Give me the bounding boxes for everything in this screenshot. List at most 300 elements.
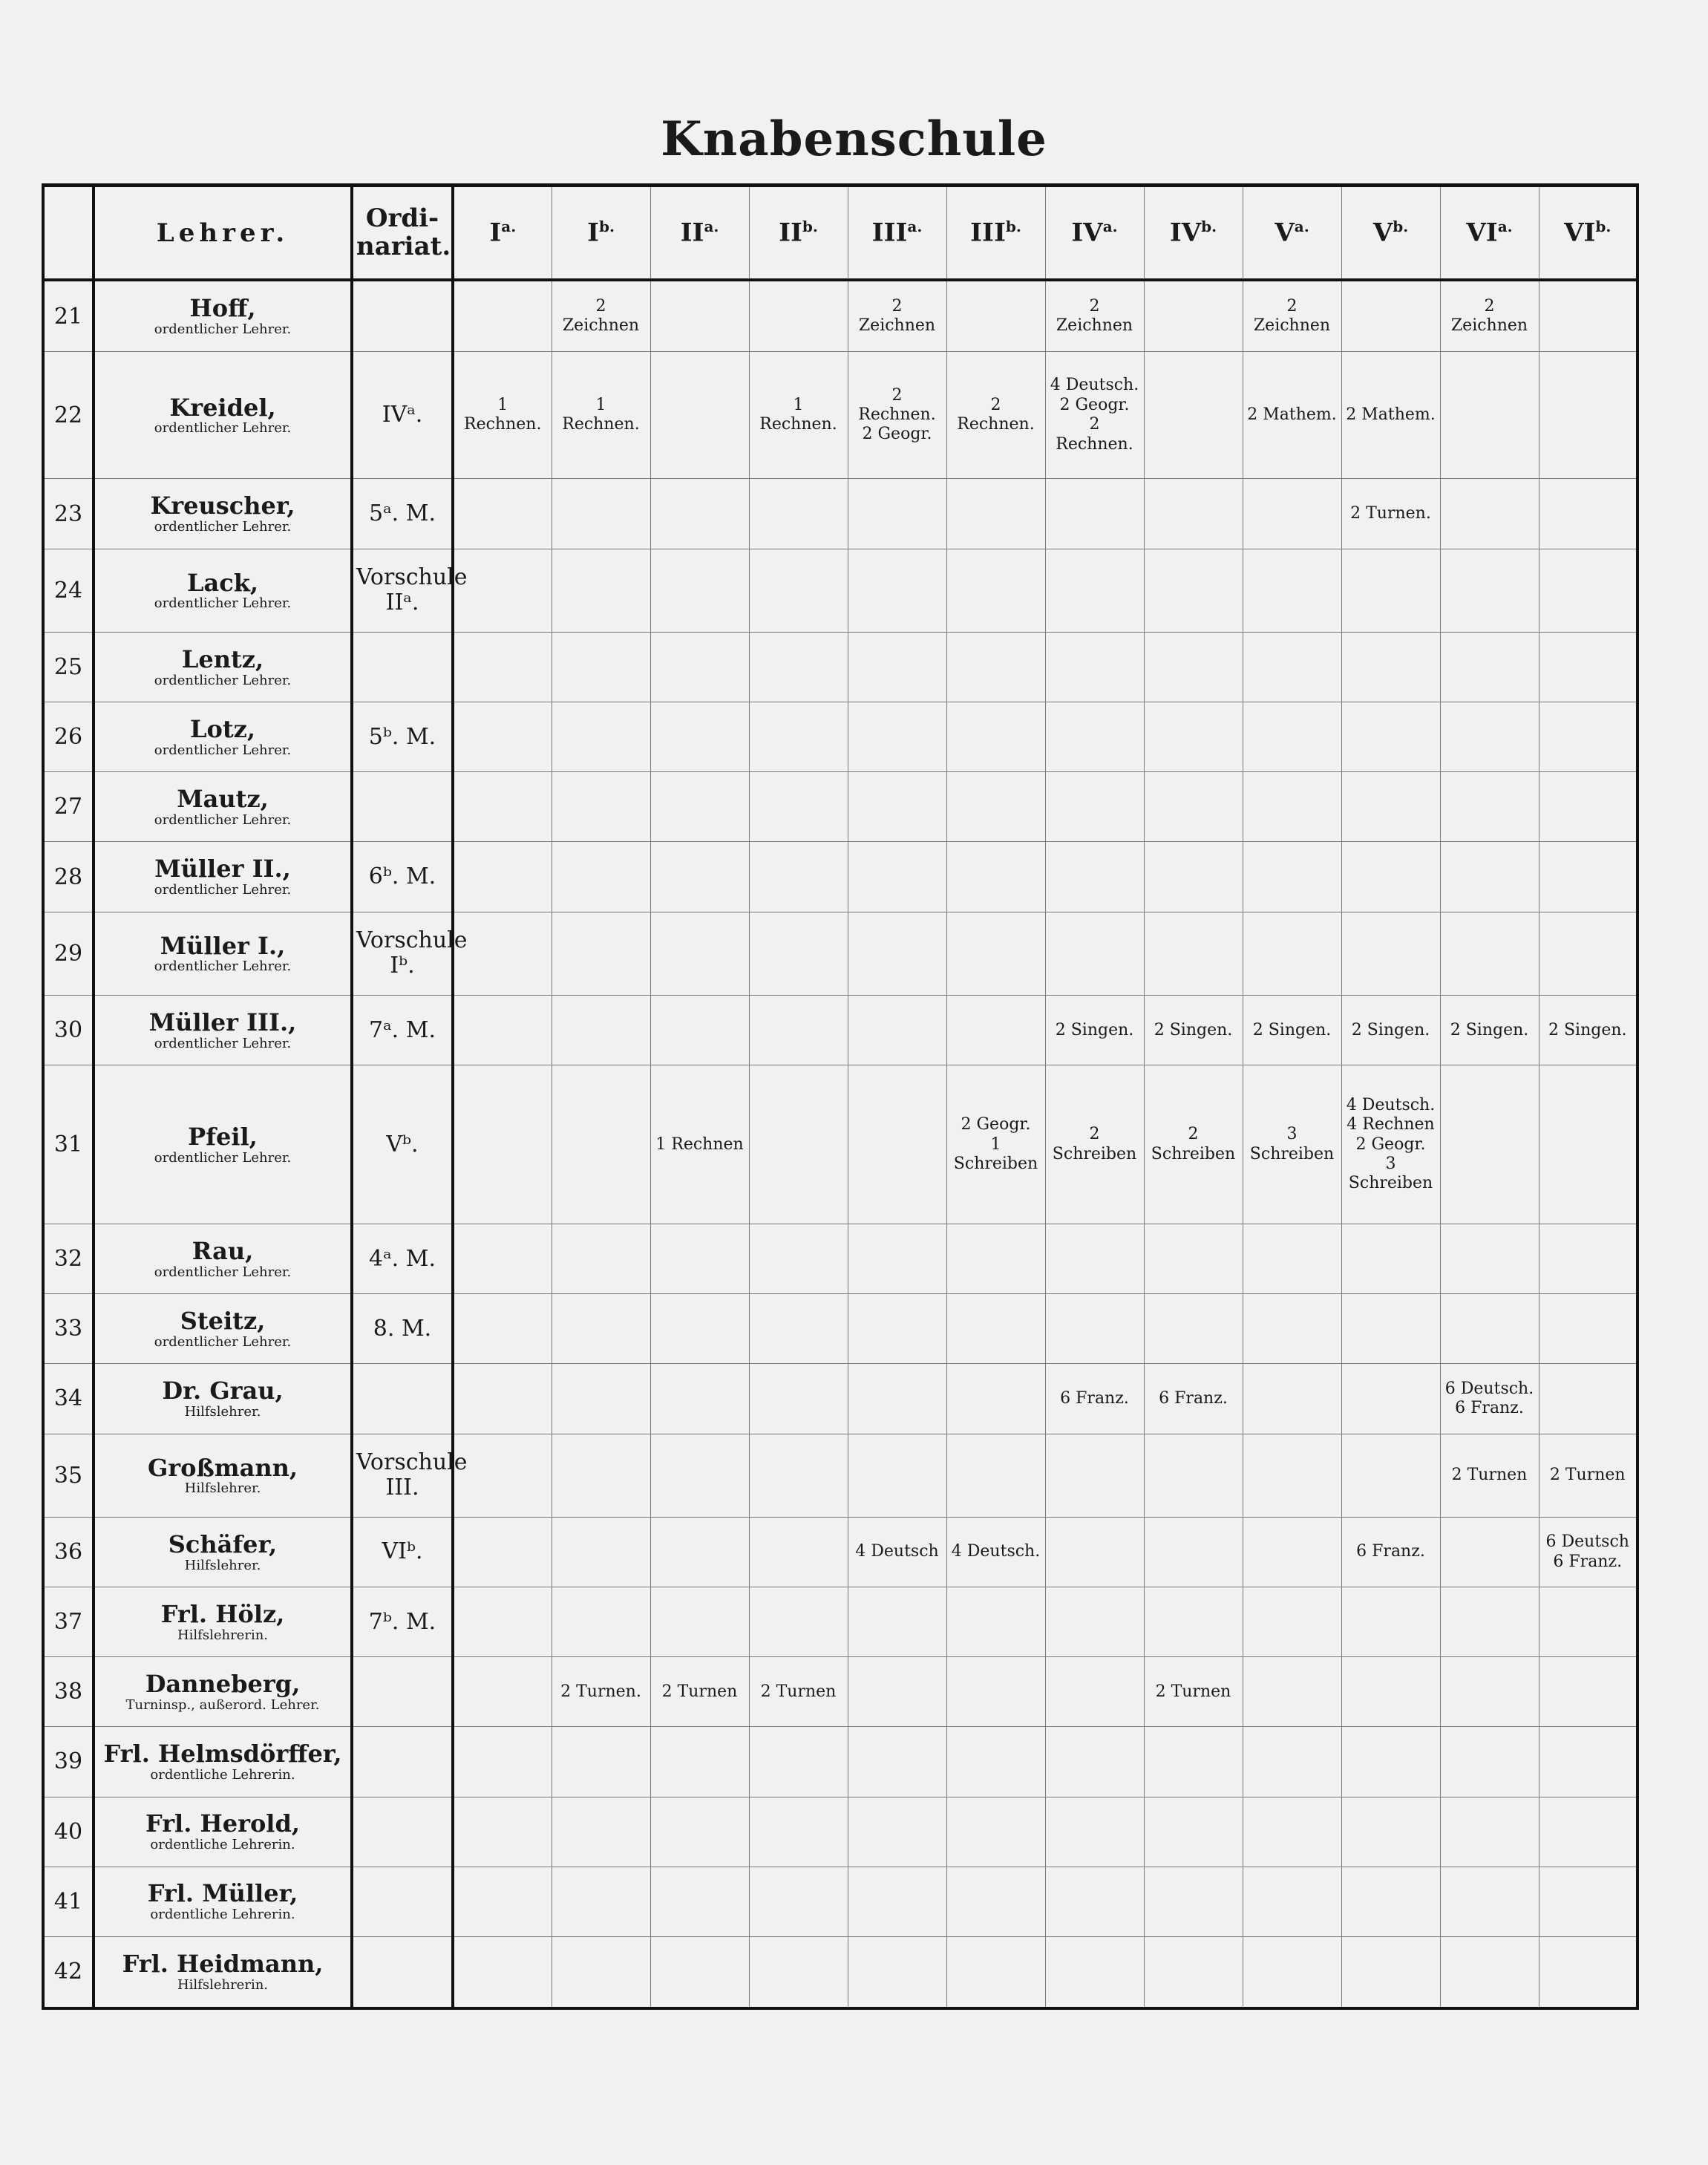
table-row <box>43 1518 1637 1587</box>
row-number: 30 <box>43 996 94 1065</box>
lesson-cell <box>848 912 946 996</box>
header-teacher: Lehrer. <box>94 186 352 281</box>
lesson-cell <box>650 1518 749 1587</box>
teacher-cell <box>94 1797 352 1867</box>
lesson-cell <box>1440 1727 1539 1797</box>
ordinariat-cell: Vᵇ. <box>352 1065 453 1224</box>
lesson-cell <box>946 1867 1045 1936</box>
lesson-cell <box>1243 1657 1341 1727</box>
header-class-sub: b. <box>598 218 615 236</box>
header-class-1 <box>552 186 650 281</box>
lesson-cell <box>946 1797 1045 1867</box>
lesson-cell <box>946 479 1045 549</box>
lesson-cell <box>1144 1294 1243 1364</box>
header-number <box>43 186 94 281</box>
ordinariat-cell <box>352 1657 453 1727</box>
lesson-cell: 4 Deutsch <box>848 1518 946 1587</box>
table-row <box>43 1936 1637 2008</box>
lesson-cell <box>1144 1434 1243 1518</box>
lesson-cell <box>1539 1587 1637 1657</box>
lesson-cell <box>1539 842 1637 912</box>
lesson-cell: 2 Zeichnen <box>1243 280 1341 352</box>
ordinariat-cell: 5ᵃ. M. <box>352 479 453 549</box>
lesson-cell <box>1243 1727 1341 1797</box>
lesson-cell <box>1539 1727 1637 1797</box>
teacher-name: Müller II., <box>154 855 291 884</box>
teacher-role: ordentlicher Lehrer. <box>154 882 292 898</box>
teacher-name: Lack, <box>186 568 259 597</box>
teacher-role: ordentlicher Lehrer. <box>154 1333 292 1350</box>
ordinariat-cell: Vorschule III. <box>352 1434 453 1518</box>
teacher-cell <box>94 1224 352 1294</box>
lesson-cell <box>453 1936 552 2008</box>
lesson-cell <box>453 912 552 996</box>
table-row <box>43 1434 1637 1518</box>
lesson-cell <box>1144 1518 1243 1587</box>
lesson-cell <box>848 479 946 549</box>
lesson-cell <box>848 549 946 633</box>
lesson-cell <box>650 549 749 633</box>
lesson-cell <box>1144 842 1243 912</box>
lesson-cell: 1 Rechnen. <box>552 352 650 479</box>
teacher-name: Pfeil, <box>188 1123 258 1152</box>
lesson-cell <box>1341 1797 1440 1867</box>
header-class-5 <box>946 186 1045 281</box>
lesson-cell: 2 Turnen. <box>552 1657 650 1727</box>
lesson-cell <box>552 549 650 633</box>
lesson-cell <box>650 1936 749 2008</box>
teacher-name: Frl. Müller, <box>147 1879 298 1908</box>
teacher-role: Hilfslehrer. <box>184 1480 261 1497</box>
header-class-main: III <box>871 218 908 248</box>
teacher-role: ordentlicher Lehrer. <box>154 1264 292 1280</box>
lesson-cell <box>848 1587 946 1657</box>
lesson-cell <box>848 1224 946 1294</box>
lesson-cell <box>453 549 552 633</box>
table-row <box>43 1797 1637 1867</box>
lesson-cell <box>749 633 848 702</box>
row-number: 25 <box>43 633 94 702</box>
lesson-cell <box>1045 772 1144 842</box>
row-number: 33 <box>43 1294 94 1364</box>
ordinariat-cell: 8. M. <box>352 1294 453 1364</box>
lesson-cell <box>1341 1587 1440 1657</box>
header-class-7 <box>1144 186 1243 281</box>
lesson-cell <box>552 1065 650 1224</box>
lesson-cell <box>1243 912 1341 996</box>
header-row <box>43 186 1637 281</box>
row-number: 23 <box>43 479 94 549</box>
lesson-cell <box>1440 1657 1539 1727</box>
lesson-cell <box>650 1434 749 1518</box>
teacher-role: ordentliche Lehrerin. <box>150 1837 295 1853</box>
lesson-cell <box>1341 1364 1440 1434</box>
lesson-cell <box>848 1936 946 2008</box>
lesson-cell <box>1440 842 1539 912</box>
teacher-role: ordentlicher Lehrer. <box>154 959 292 975</box>
lesson-cell <box>1045 549 1144 633</box>
lesson-cell <box>1539 1797 1637 1867</box>
header-class-main: VI <box>1466 218 1498 248</box>
teacher-cell <box>94 352 352 479</box>
lesson-cell <box>1144 479 1243 549</box>
teacher-name: Frl. Heidmann, <box>122 1950 324 1979</box>
lesson-cell <box>1144 1224 1243 1294</box>
lesson-cell <box>749 280 848 352</box>
teacher-role: ordentlicher Lehrer. <box>154 1149 292 1166</box>
table-row <box>43 1065 1637 1224</box>
teacher-cell <box>94 702 352 772</box>
lesson-cell <box>453 1587 552 1657</box>
ordinariat-cell: Vorschule IIᵃ. <box>352 549 453 633</box>
lesson-cell: 2 Singen. <box>1341 996 1440 1065</box>
lesson-cell <box>946 1727 1045 1797</box>
header-class-4 <box>848 186 946 281</box>
lesson-cell <box>552 912 650 996</box>
table-row <box>43 996 1637 1065</box>
lesson-cell: 4 Deutsch. 2 Geogr. 2 Rechnen. <box>1045 352 1144 479</box>
ordinariat-cell <box>352 1797 453 1867</box>
lesson-cell <box>749 1364 848 1434</box>
row-number: 36 <box>43 1518 94 1587</box>
lesson-cell <box>650 1364 749 1434</box>
lesson-cell <box>1539 1065 1637 1224</box>
lesson-cell <box>946 842 1045 912</box>
row-number: 24 <box>43 549 94 633</box>
lesson-cell <box>946 912 1045 996</box>
header-class-sub: a. <box>1294 218 1309 236</box>
lesson-cell <box>1341 842 1440 912</box>
lesson-cell <box>848 633 946 702</box>
lesson-cell <box>650 352 749 479</box>
lesson-cell <box>552 1867 650 1936</box>
lesson-cell <box>552 996 650 1065</box>
teacher-cell <box>94 1727 352 1797</box>
row-number: 31 <box>43 1065 94 1224</box>
lesson-cell <box>1539 280 1637 352</box>
lesson-cell: 2 Turnen <box>1144 1657 1243 1727</box>
lesson-cell <box>650 633 749 702</box>
header-class-3 <box>749 186 848 281</box>
lesson-cell <box>1539 772 1637 842</box>
header-class-sub: a. <box>1497 218 1513 236</box>
teacher-cell <box>94 1518 352 1587</box>
lesson-cell <box>1341 1294 1440 1364</box>
lesson-cell: 2 Turnen <box>1539 1434 1637 1518</box>
teacher-name: Hoff, <box>189 294 256 323</box>
teacher-cell <box>94 842 352 912</box>
lesson-cell <box>1045 1587 1144 1657</box>
lesson-cell <box>650 1797 749 1867</box>
lesson-cell: 2 Schreiben <box>1144 1065 1243 1224</box>
lesson-cell <box>453 280 552 352</box>
lesson-cell <box>749 1587 848 1657</box>
lesson-cell: 2 Singen. <box>1243 996 1341 1065</box>
lesson-cell <box>1243 549 1341 633</box>
lesson-cell <box>946 1657 1045 1727</box>
table-row <box>43 479 1637 549</box>
lesson-cell <box>1243 1587 1341 1657</box>
teacher-cell <box>94 479 352 549</box>
lesson-cell <box>1144 352 1243 479</box>
lesson-cell <box>1341 633 1440 702</box>
lesson-cell <box>1045 702 1144 772</box>
lesson-cell <box>1045 1727 1144 1797</box>
lesson-cell: 4 Deutsch. <box>946 1518 1045 1587</box>
lesson-cell <box>749 1518 848 1587</box>
lesson-cell: 1 Rechnen. <box>453 352 552 479</box>
row-number: 32 <box>43 1224 94 1294</box>
lesson-cell <box>749 1797 848 1867</box>
lesson-cell <box>1243 1364 1341 1434</box>
lesson-cell <box>1539 702 1637 772</box>
ordinariat-cell: 5ᵇ. M. <box>352 702 453 772</box>
lesson-cell <box>1341 772 1440 842</box>
lesson-cell: 2 Turnen <box>1440 1434 1539 1518</box>
lesson-cell <box>1045 1797 1144 1867</box>
header-class-main: V <box>1372 218 1393 248</box>
lesson-cell: 2 Zeichnen <box>1045 280 1144 352</box>
lesson-cell <box>749 1294 848 1364</box>
row-number: 28 <box>43 842 94 912</box>
lesson-cell <box>650 1867 749 1936</box>
lesson-cell: 2 Mathem. <box>1243 352 1341 479</box>
ordinariat-cell: 6ᵇ. M. <box>352 842 453 912</box>
teacher-name: Kreuscher, <box>150 492 295 520</box>
lesson-cell <box>946 1434 1045 1518</box>
lesson-cell <box>1341 1434 1440 1518</box>
row-number: 35 <box>43 1434 94 1518</box>
lesson-cell <box>1440 479 1539 549</box>
lesson-cell <box>749 1867 848 1936</box>
ordinariat-cell <box>352 1936 453 2008</box>
teacher-name: Danneberg, <box>145 1670 301 1699</box>
lesson-cell <box>1243 633 1341 702</box>
lesson-cell: 2 Schreiben <box>1045 1065 1144 1224</box>
lesson-cell <box>552 772 650 842</box>
teacher-cell <box>94 633 352 702</box>
lesson-cell <box>1045 633 1144 702</box>
teacher-role: Hilfslehrer. <box>184 1404 261 1420</box>
ordinariat-cell: Vorschule Iᵇ. <box>352 912 453 996</box>
lesson-cell <box>1539 912 1637 996</box>
row-number: 37 <box>43 1587 94 1657</box>
header-class-sub: a. <box>501 218 517 236</box>
row-number: 21 <box>43 280 94 352</box>
teacher-role: Hilfslehrerin. <box>177 1627 269 1643</box>
lesson-cell <box>848 1294 946 1364</box>
row-number: 29 <box>43 912 94 996</box>
ordinariat-cell <box>352 280 453 352</box>
lesson-cell <box>1341 1867 1440 1936</box>
lesson-cell <box>1440 1224 1539 1294</box>
lesson-cell <box>650 842 749 912</box>
teacher-cell <box>94 1065 352 1224</box>
lesson-cell <box>453 996 552 1065</box>
header-class-sub: b. <box>1201 218 1217 236</box>
row-number: 39 <box>43 1727 94 1797</box>
lesson-cell <box>1440 1867 1539 1936</box>
table-row <box>43 842 1637 912</box>
lesson-cell <box>848 1867 946 1936</box>
lesson-cell <box>1045 1657 1144 1727</box>
header-class-sub: a. <box>1102 218 1118 236</box>
teacher-role: ordentlicher Lehrer. <box>154 812 292 828</box>
teacher-cell <box>94 1294 352 1364</box>
lesson-cell <box>1539 1936 1637 2008</box>
lesson-cell <box>1539 633 1637 702</box>
row-number: 41 <box>43 1867 94 1936</box>
lesson-cell <box>1144 772 1243 842</box>
table-row <box>43 633 1637 702</box>
lesson-cell <box>453 1727 552 1797</box>
table-row <box>43 772 1637 842</box>
lesson-cell <box>946 633 1045 702</box>
header-class-main: II <box>779 218 802 248</box>
lesson-cell <box>848 1657 946 1727</box>
lesson-cell <box>1440 1294 1539 1364</box>
lesson-cell: 2 Rechnen. <box>946 352 1045 479</box>
teacher-name: Müller III., <box>148 1008 297 1036</box>
lesson-cell <box>1539 1364 1637 1434</box>
lesson-cell <box>1440 772 1539 842</box>
lesson-cell <box>1243 479 1341 549</box>
lesson-cell <box>1440 702 1539 772</box>
lesson-cell: 2 Zeichnen <box>1440 280 1539 352</box>
teacher-name: Kreidel, <box>169 393 276 422</box>
header-class-sub: b. <box>1595 218 1612 236</box>
teacher-cell <box>94 1936 352 2008</box>
lesson-cell <box>1045 1936 1144 2008</box>
lesson-cell <box>848 1364 946 1434</box>
lesson-cell <box>453 702 552 772</box>
table-row <box>43 1364 1637 1434</box>
teacher-name: Großmann, <box>147 1453 298 1482</box>
lesson-cell <box>650 912 749 996</box>
header-class-10 <box>1440 186 1539 281</box>
header-class-main: III <box>970 218 1006 248</box>
lesson-cell <box>1440 549 1539 633</box>
lesson-cell <box>946 1294 1045 1364</box>
lesson-cell <box>1045 1867 1144 1936</box>
teacher-role: Hilfslehrer. <box>184 1557 261 1573</box>
teacher-cell <box>94 1587 352 1657</box>
lesson-cell <box>1341 549 1440 633</box>
ordinariat-cell <box>352 1727 453 1797</box>
header-class-6 <box>1045 186 1144 281</box>
teacher-name: Schäfer, <box>168 1529 278 1558</box>
teacher-name: Frl. Hölz, <box>160 1600 285 1629</box>
lesson-cell <box>848 1797 946 1867</box>
lesson-cell <box>946 280 1045 352</box>
table-row <box>43 1867 1637 1936</box>
teacher-name: Lotz, <box>190 715 255 744</box>
lesson-cell <box>453 1434 552 1518</box>
ordinariat-cell <box>352 1364 453 1434</box>
lesson-cell: 2 Singen. <box>1539 996 1637 1065</box>
teacher-cell <box>94 1434 352 1518</box>
lesson-cell <box>650 772 749 842</box>
lesson-cell <box>848 1727 946 1797</box>
lesson-cell <box>946 1587 1045 1657</box>
lesson-cell <box>1045 842 1144 912</box>
row-number: 26 <box>43 702 94 772</box>
table-body <box>43 280 1637 2008</box>
lesson-cell <box>1539 1657 1637 1727</box>
ordinariat-cell <box>352 1867 453 1936</box>
lesson-cell <box>1144 1867 1243 1936</box>
teacher-name: Frl. Helmsdörffer, <box>103 1740 342 1769</box>
lesson-cell <box>552 1518 650 1587</box>
lesson-cell: 2 Geogr. 1 Schreiben <box>946 1065 1045 1224</box>
lesson-cell: 2 Zeichnen <box>552 280 650 352</box>
row-number: 40 <box>43 1797 94 1867</box>
lesson-cell <box>848 1065 946 1224</box>
teacher-cell <box>94 1657 352 1727</box>
lesson-cell <box>1539 1867 1637 1936</box>
lesson-cell <box>1243 1518 1341 1587</box>
lesson-cell <box>552 1224 650 1294</box>
table-row <box>43 912 1637 996</box>
header-class-main: I <box>489 218 502 248</box>
ordinariat-cell <box>352 633 453 702</box>
lesson-cell <box>749 996 848 1065</box>
lesson-cell <box>946 702 1045 772</box>
lesson-cell <box>1243 1867 1341 1936</box>
ordinariat-cell: 7ᵃ. M. <box>352 996 453 1065</box>
lesson-cell <box>946 772 1045 842</box>
lesson-cell <box>1341 1727 1440 1797</box>
teacher-role: ordentlicher Lehrer. <box>154 595 292 612</box>
teacher-name: Steitz, <box>180 1307 266 1336</box>
lesson-cell <box>650 479 749 549</box>
lesson-cell <box>1243 1936 1341 2008</box>
lesson-cell <box>1045 1434 1144 1518</box>
lesson-cell <box>749 479 848 549</box>
lesson-cell <box>1144 633 1243 702</box>
teacher-role: Turninsp., außerord. Lehrer. <box>125 1697 320 1713</box>
lesson-cell <box>749 772 848 842</box>
lesson-cell <box>1341 912 1440 996</box>
teacher-role: ordentliche Lehrerin. <box>150 1907 295 1923</box>
lesson-cell: 2 Singen. <box>1440 996 1539 1065</box>
lesson-cell: 2 Mathem. <box>1341 352 1440 479</box>
lesson-cell: 2 Zeichnen <box>848 280 946 352</box>
header-class-9 <box>1341 186 1440 281</box>
lesson-cell <box>1243 1294 1341 1364</box>
row-number: 42 <box>43 1936 94 2008</box>
lesson-cell: 3 Schreiben <box>1243 1065 1341 1224</box>
lesson-cell <box>1243 1434 1341 1518</box>
table-row <box>43 352 1637 479</box>
lesson-cell <box>650 280 749 352</box>
teacher-cell <box>94 996 352 1065</box>
lesson-cell <box>1341 702 1440 772</box>
lesson-cell <box>1341 1657 1440 1727</box>
lesson-cell <box>552 1936 650 2008</box>
header-class-main: I <box>587 218 599 248</box>
lesson-cell <box>1144 1727 1243 1797</box>
ordinariat-cell <box>352 772 453 842</box>
lesson-cell <box>1243 702 1341 772</box>
schedule-table <box>42 183 1639 2010</box>
lesson-cell <box>453 479 552 549</box>
lesson-cell: 6 Franz. <box>1341 1518 1440 1587</box>
lesson-cell <box>552 842 650 912</box>
lesson-cell <box>453 842 552 912</box>
lesson-cell <box>1539 352 1637 479</box>
lesson-cell <box>552 1434 650 1518</box>
